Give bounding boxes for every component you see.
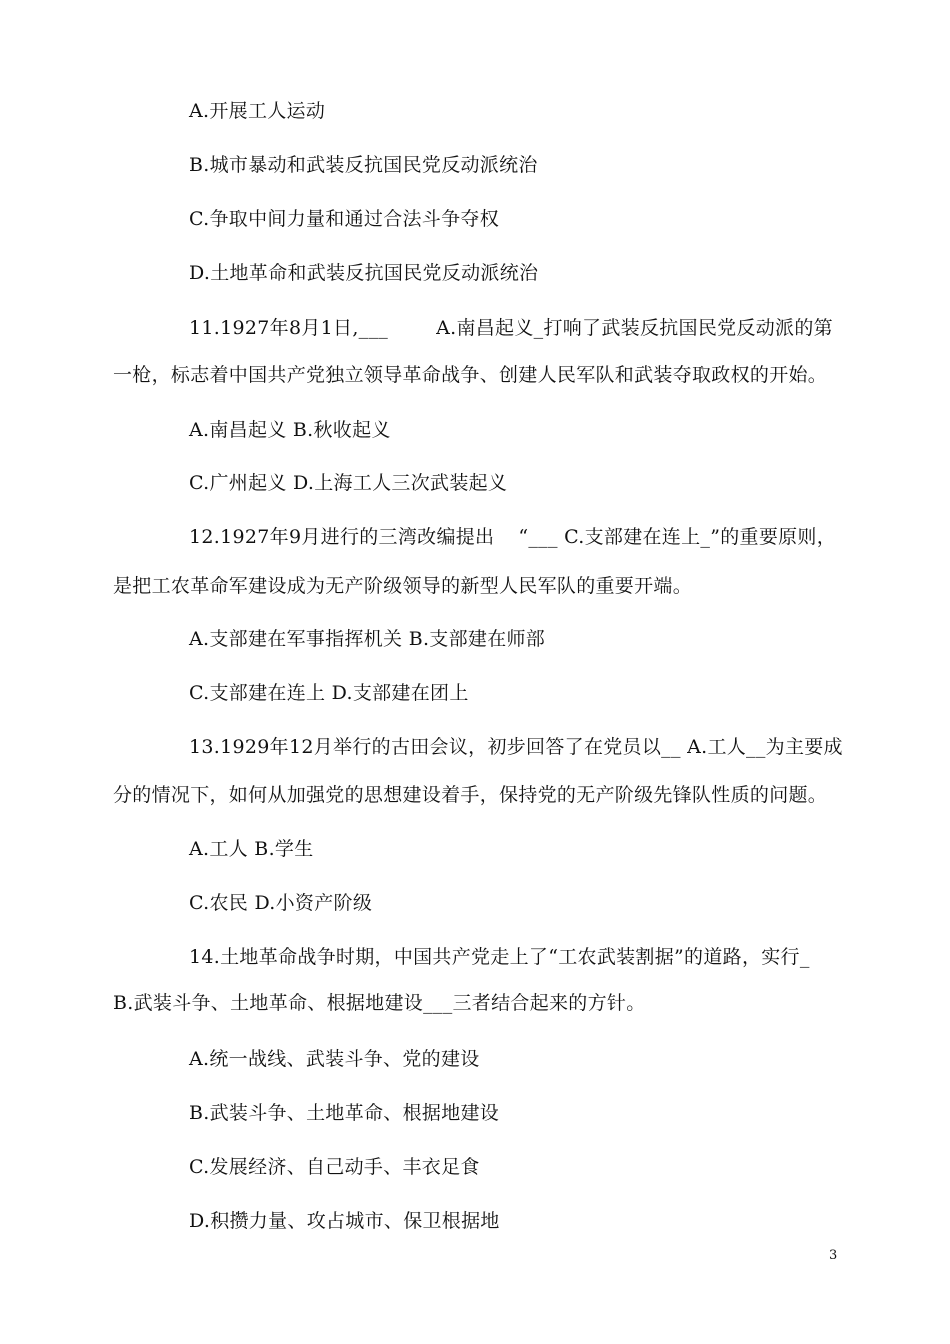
question-14-line: 14.土地革命战争时期，中国共产党走上了“工农武装割据”的道路，实行_ (189, 946, 810, 968)
option-line: C.广州起义 D.上海工人三次武装起义 (189, 472, 508, 494)
option-line: C.支部建在连上 D.支部建在团上 (189, 682, 469, 704)
text-line: D.土地革命和武装反抗国民党反动派统治 (189, 262, 539, 284)
option-line: B.武装斗争、土地革命、根据地建设 (189, 1102, 500, 1124)
text-line: C.争取中间力量和通过合法斗争夺权 (189, 208, 500, 230)
question-11-stem: 11.1927年8月1日,___ (189, 317, 389, 339)
question-12-stem: 12.1927年9月进行的三湾改编提出 (189, 526, 495, 548)
option-line: A.支部建在军事指挥机关 B.支部建在师部 (189, 628, 546, 650)
page-number: 3 (829, 1248, 838, 1263)
text-line: 分的情况下，如何从加强党的思想建设着手，保持党的无产阶级先锋队性质的问题。 (113, 784, 828, 806)
option-line: A.南昌起义 B.秋收起义 (189, 419, 391, 441)
question-11-answer: A.南昌起义_打响了武装反抗国民党反动派的第 (436, 317, 833, 339)
option-line: A.统一战线、武装斗争、党的建设 (189, 1048, 480, 1070)
option-line: D.积攒力量、攻占城市、保卫根据地 (189, 1210, 500, 1232)
question-11-line (189, 315, 833, 341)
text-line: B.城市暴动和武装反抗国民党反动派统治 (189, 154, 538, 176)
option-line: C.发展经济、自己动手、丰衣足食 (189, 1156, 480, 1178)
text-line: 一枪，标志着中国共产党独立领导革命战争、创建人民军队和武装夺取政权的开始。 (113, 364, 828, 386)
text-line: B.武装斗争、土地革命、根据地建设___三者结合起来的方针。 (113, 992, 646, 1014)
option-line: C.农民 D.小资产阶级 (189, 892, 373, 914)
text-line: 是把工农革命军建设成为无产阶级领导的新型人民军队的重要开端。 (113, 575, 693, 597)
question-12-line (189, 524, 836, 550)
question-12-answer: “___ C.支部建在连上_”的重要原则， (518, 526, 837, 548)
question-13-line: 13.1929年12月举行的古田会议，初步回答了在党员以__ A.工人__为主要成 (189, 736, 843, 758)
text-line: A.开展工人运动 (189, 100, 326, 122)
option-line: A.工人 B.学生 (189, 838, 314, 860)
